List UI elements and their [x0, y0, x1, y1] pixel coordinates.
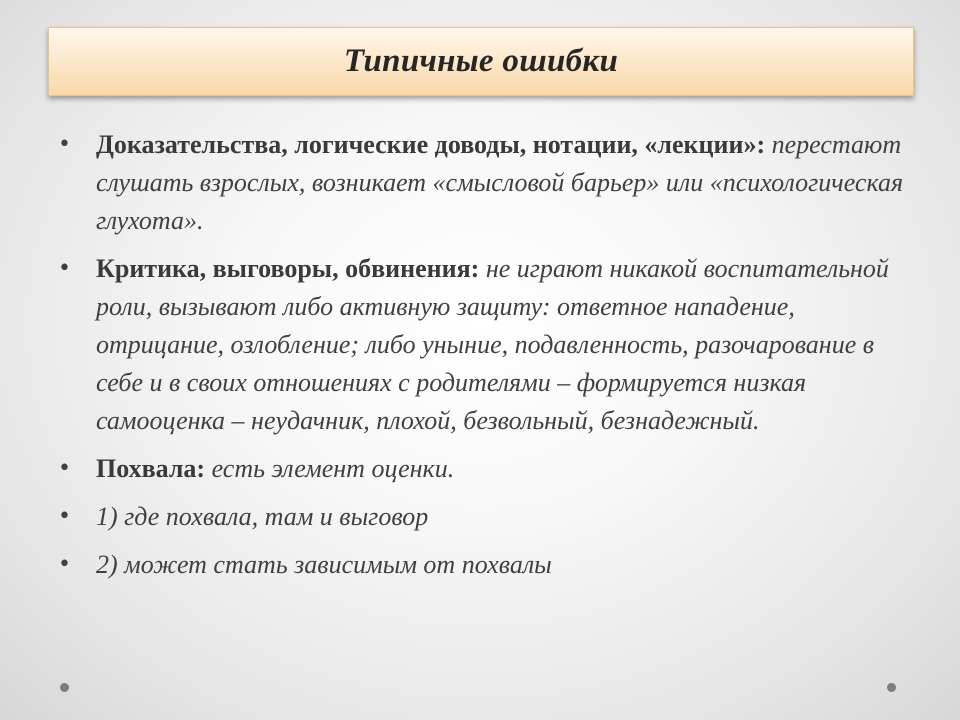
decorative-dot-left — [60, 683, 69, 692]
bullet-item — [58, 126, 908, 240]
bullet-item — [58, 546, 908, 584]
slide-title: Типичные ошибки — [343, 43, 619, 79]
bullet-icon: • — [58, 132, 71, 157]
bullet-icon: • — [58, 256, 71, 281]
decorative-dot-right — [887, 683, 896, 692]
bullet-icon: • — [58, 552, 71, 577]
bullet-lead-text: Критика, выговоры, обвинения: — [96, 254, 480, 283]
bullet-body-text: есть элемент оценки. — [205, 454, 455, 483]
bullet-item — [58, 498, 908, 536]
bullet-lead-text: Доказательства, логические доводы, нотации, «лекции»: — [96, 130, 766, 159]
bullet-lead-text: Похвала: — [96, 454, 206, 483]
bullet-item — [58, 250, 908, 440]
bullet-body-text: 2) может стать зависимым от похвалы — [96, 550, 552, 579]
bullet-body-text: не играют никакой воспитательной роли, вызывают либо активную защиту: ответное нападение, отрицание, озлобление; либо уныние, подавленность, разочарование в себе и в своих отношениях с родителями – формируется низкая самооценка – неудачник, плохой, безвольный, безнадежный. — [96, 254, 889, 435]
bullet-list — [58, 126, 908, 594]
bullet-icon: • — [58, 504, 71, 529]
bullet-icon: • — [58, 456, 71, 481]
bullet-item — [58, 450, 908, 488]
bullet-body-text: перестают слушать взрослых, возникает «смысловой барьер» или «психологическая глухота». — [96, 130, 904, 235]
bullet-body-text: 1) где похвала, там и выговор — [96, 502, 429, 531]
title-banner — [48, 27, 914, 96]
